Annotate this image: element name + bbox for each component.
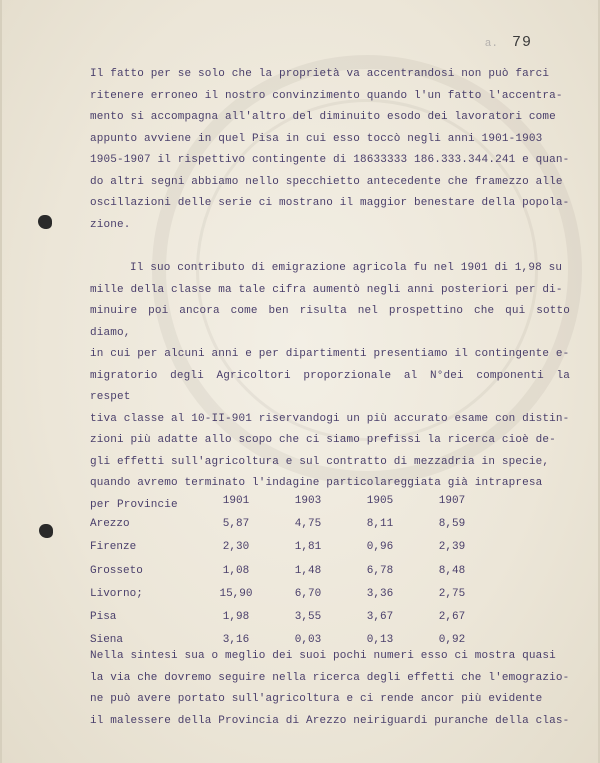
line: zioni più adatte allo scopo che ci siamo prefissi la ricerca cioè de- — [90, 434, 556, 446]
table-cell: 8,11 — [366, 517, 394, 530]
page-mark: a. — [484, 38, 498, 50]
line: Nella sintesi sua o meglio dei suoi pochi numeri esso ci mostra quasi — [90, 650, 556, 662]
line: 1905-1907 il rispettivo contingente di 18633333 186.333.344.241 e quan- — [90, 154, 570, 166]
line: in cui per alcuni anni e per dipartimenti presentiamo il contingente e- — [90, 348, 570, 360]
table-cell: 6,78 — [366, 564, 394, 577]
table-cell: 0,96 — [366, 541, 394, 554]
line: zione. — [90, 218, 131, 231]
table-cell: 4,75 — [294, 517, 322, 530]
province-name: Arezzo — [90, 517, 130, 530]
line: Il suo contributo di emigrazione agricola fu nel 1901 di 1,98 su — [130, 262, 563, 274]
year-header: 1903 — [294, 494, 322, 507]
line: migratorio degli Agricoltori proporzionale al N°dei componenti la respet — [90, 369, 570, 403]
line: mento si accompagna all'altro del diminuito esodo dei lavoratori come — [90, 111, 556, 123]
table-cell: 2,39 — [438, 541, 466, 554]
table-cell: 6,70 — [294, 587, 322, 600]
line: oscillazioni delle serie ci mostrano il maggior benestare della popola- — [90, 197, 570, 209]
table-row — [90, 605, 490, 628]
paragraph-3 — [90, 646, 570, 732]
province-name: Siena — [90, 634, 124, 647]
line: quando avremo terminato l'indagine particolareggiata già intrapresa — [90, 477, 543, 489]
table-cell: 2,30 — [222, 541, 250, 554]
punch-hole-top — [38, 215, 52, 229]
table-cell: 8,48 — [438, 564, 466, 577]
line: ritenere erroneo il nostro convinzimento quando l'un fatto l'accentra- — [90, 89, 563, 102]
province-name: Firenze — [90, 541, 137, 554]
line: Il fatto per se solo che la proprietà va accentrandosi non può farci — [90, 68, 550, 80]
page-number: 79 — [511, 34, 532, 51]
line: gli effetti sull'agricoltura e sul contratto di mezzadria in specie, — [90, 455, 550, 468]
table-cell: 3,67 — [366, 611, 394, 624]
table-cell: 3,36 — [366, 587, 394, 600]
table-cell: 0,03 — [294, 634, 322, 647]
line: il malessere della Provincia di Arezzo neiriguardi puranche della clas- — [90, 714, 570, 727]
table-cell: 0,92 — [438, 634, 466, 647]
paragraph-1 — [90, 64, 570, 236]
paragraph-2 — [90, 258, 570, 516]
line: per Provincie — [90, 498, 178, 511]
year-header: 1907 — [438, 494, 466, 507]
emigration-table — [90, 489, 490, 652]
table-cell: 1,98 — [222, 611, 250, 624]
table-cell: 3,55 — [294, 611, 322, 624]
province-name: Livorno; — [90, 587, 143, 600]
table-cell: 15,90 — [219, 587, 253, 600]
table-cell: 8,59 — [438, 517, 466, 530]
punch-hole-bottom — [39, 524, 53, 538]
table-cell: 1,81 — [294, 541, 322, 554]
table-cell: 2,75 — [438, 587, 466, 600]
line: do altri segni abbiamo nello specchietto antecedente che framezzo alle — [90, 175, 563, 188]
province-name: Pisa — [90, 611, 117, 624]
table-cell: 0,13 — [366, 634, 394, 647]
table-row — [90, 559, 490, 582]
line: tiva classe al 10-II-901 riservandogi un più accurato esame con distin- — [90, 412, 570, 425]
table-cell: 1,08 — [222, 564, 250, 577]
table-row — [90, 536, 490, 559]
province-name: Grosseto — [90, 564, 143, 577]
table-cell: 2,67 — [438, 611, 466, 624]
line: mille della classe ma tale cifra aumentò negli anni posteriori per di- — [90, 283, 563, 296]
table-row — [90, 582, 490, 605]
table-row — [90, 512, 490, 535]
year-header: 1905 — [366, 494, 394, 507]
line: ne può avere portato sull'agricoltura e ci rende ancor più evidente — [90, 693, 543, 705]
table-header-row — [90, 489, 490, 512]
line: la via che dovremo seguire nella ricerca degli effetti che l'emograzio- — [90, 671, 570, 684]
table-cell: 5,87 — [222, 517, 250, 530]
table-cell: 1,48 — [294, 564, 322, 577]
year-header: 1901 — [222, 494, 250, 507]
line: minuire poi ancora come ben risulta nel prospettino che qui sotto diamo, — [90, 305, 570, 339]
line: appunto avviene in quel Pisa in cui esso toccò negli anni 1901-1903 — [90, 132, 543, 145]
table-cell: 3,16 — [222, 634, 250, 647]
